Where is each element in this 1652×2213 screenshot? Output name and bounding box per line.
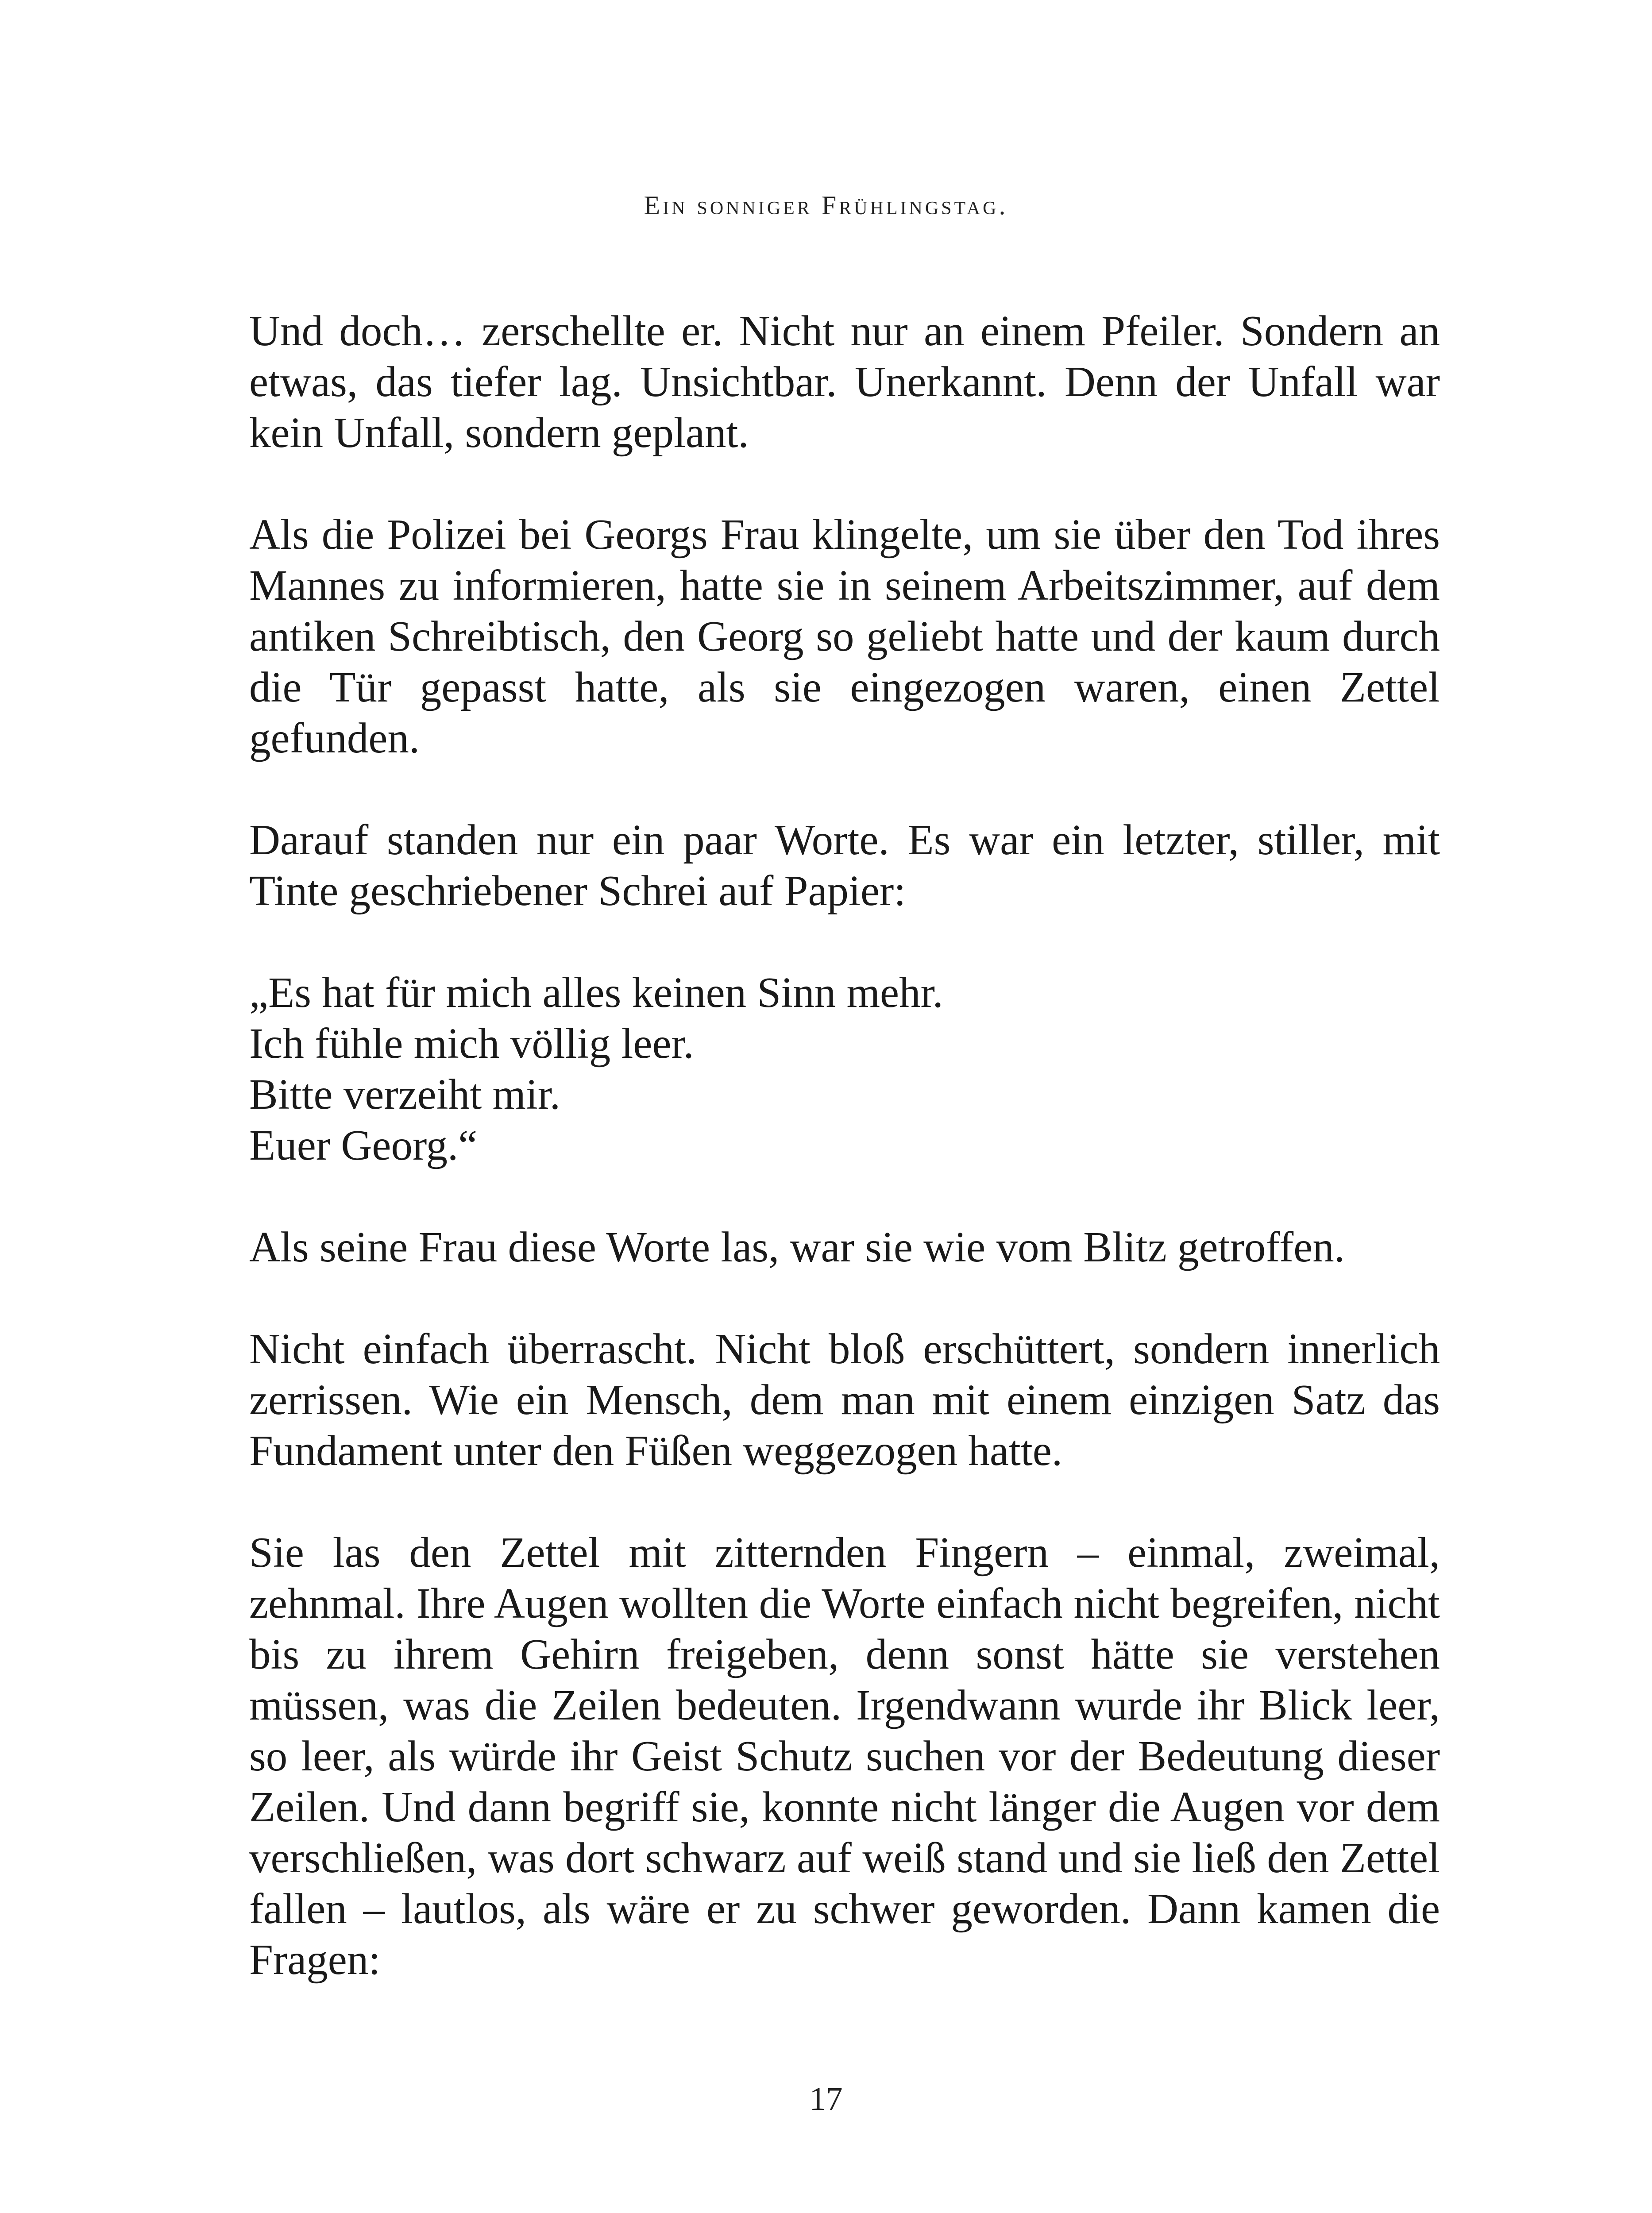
paragraph: Nicht einfach überrascht. Nicht bloß erschüttert, sondern innerlich zerrissen. Wie ein Mensch, dem man mit einem einzigen Satz das Fundament unter den Füßen weggezogen hatte. — [249, 1325, 1440, 1474]
paragraph: Als seine Frau diese Worte las, war sie wie vom Blitz getroffen. — [249, 1223, 1345, 1271]
paragraph: Und doch… zerschellte er. Nicht nur an einem Pfeiler. Sondern an etwas, das tiefer lag. Unsichtbar. Unerkannt. Denn der Unfall war kein Unfall, sondern geplant. — [249, 307, 1440, 456]
note-line: Ich fühle mich völlig leer. — [249, 1020, 694, 1067]
paragraph: Sie las den Zettel mit zitternden Fingern – einmal, zweimal, zehnmal. Ihre Augen wollten die Worte einfach nicht begreifen, nicht bis zu ihrem Gehirn freigeben, denn sonst hätte sie verstehen müssen, was die Zeilen bedeuten. Irgendwann wurde ihr Blick leer, so leer, als würde ihr Geist Schutz suchen vor der Bedeutung dieser Zeilen. Und dann begriff sie, konnte nicht länger die Augen vor dem verschließen, was dort schwarz auf weiß stand und sie ließ den Zettel fallen – lautlos, als wäre er zu schwer geworden. Dann kamen die Fragen: — [249, 1529, 1440, 1983]
note-line: Bitte verzeiht mir. — [249, 1071, 561, 1118]
page-number: 17 — [809, 2081, 843, 2117]
body-text — [249, 305, 1440, 1985]
running-head: Ein sonniger Frühlingstag. — [644, 191, 1008, 220]
paragraph: Als die Polizei bei Georgs Frau klingelte, um sie über den Tod ihres Mannes zu informieren, hatte sie in seinem Arbeitszimmer, auf dem antiken Schreibtisch, den Georg so geliebt hatte und der kaum durch die Tür gepasst hatte, als sie eingezogen waren, einen Zettel gefunden. — [249, 511, 1440, 762]
paragraph: Darauf standen nur ein paar Worte. Es war ein letzter, stiller, mit Tinte geschriebener Schrei auf Papier: — [249, 816, 1440, 914]
note-line: „Es hat für mich alles keinen Sinn mehr. — [249, 969, 943, 1016]
note-line: Euer Georg.“ — [249, 1122, 478, 1169]
suicide-note-quote — [249, 967, 1440, 1171]
